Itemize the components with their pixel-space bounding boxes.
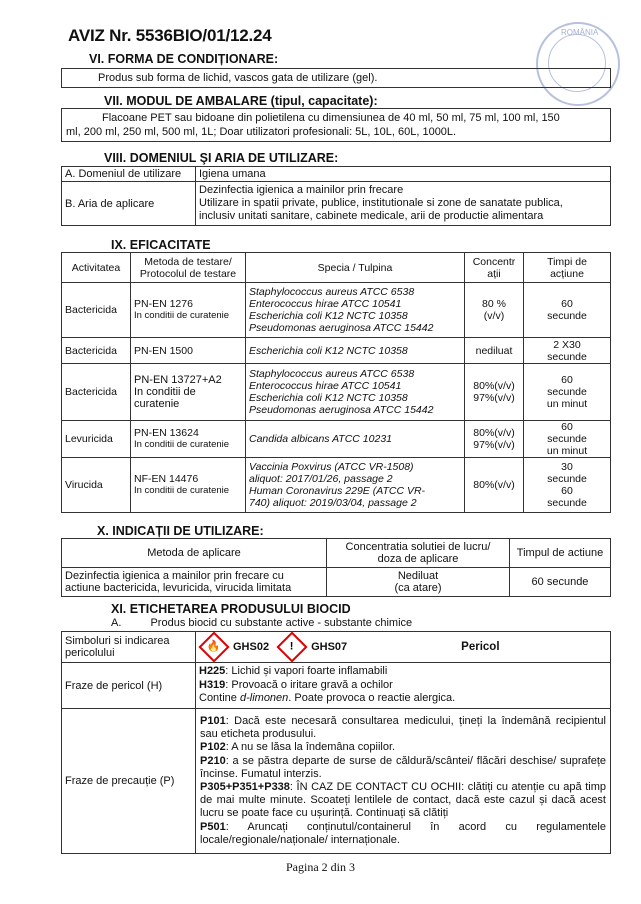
application-method-2: actiune bactericida, levuricida, virucida limitata — [65, 582, 292, 594]
row4-method — [131, 421, 246, 458]
hazard-label: Fraze de pericol (H) — [62, 663, 196, 709]
row4-time-1: 60 — [561, 421, 573, 433]
flame-icon: 🔥 — [198, 631, 229, 662]
row1-method-name: PN-EN 1276 — [134, 298, 193, 310]
official-stamp — [536, 22, 620, 106]
row3-activity: Bactericida — [62, 364, 131, 421]
h319-statement — [199, 679, 607, 693]
row5-species-3: Human Coronavirus 229E (ATCC VR- — [249, 485, 426, 497]
row3-conc-2: 97%(v/v) — [473, 392, 515, 404]
efficacy-header-row — [62, 253, 611, 283]
row5-time — [524, 458, 611, 513]
row5-species-2: aliquot: 2017/01/26, passage 2 — [249, 473, 393, 485]
precaution-label: Fraze de precauție (P) — [62, 709, 196, 854]
table-row — [62, 421, 611, 458]
p210-text: : a se păstra departe de surse de căldură/scântei/ flăcări deschise/ suprafețe încinse. Fumatul interzis. — [200, 754, 606, 780]
row1-method-note: In conditii de curatenie — [134, 310, 230, 321]
table-row — [62, 283, 611, 338]
ghs07-label: GHS07 — [311, 641, 348, 653]
row2-time-2: secunde — [547, 350, 587, 363]
header-method-1: Metoda de testare/ — [144, 255, 232, 268]
row3-time-1: 60 — [561, 374, 573, 386]
precaution-row — [62, 709, 611, 854]
domain-label: A. Domeniul de utilizare — [62, 167, 196, 182]
row5-time-4: secunde — [547, 497, 587, 509]
table-row — [62, 568, 611, 597]
area-label: B. Aria de aplicare — [62, 182, 196, 226]
section-7-line1: Flacoane PET sau bidoane din polietilena cu dimensiunea de 40 ml, 50 ml, 75 ml, 100 ml, 150 — [102, 112, 560, 124]
section-7-line2: ml, 200 ml, 250 ml, 500 ml, 1L; Doar utilizatori profesionali: 5L, 10L, 60L, 1000L. — [66, 126, 457, 138]
header-time-1: Timpi de — [547, 255, 587, 268]
row5-species-4: 740) aliquot: 2019/03/04, passage 2 — [249, 497, 417, 509]
row4-time-3: un minut — [546, 445, 588, 457]
row3-method — [131, 364, 246, 421]
section-11-subheading — [111, 617, 412, 629]
p101-text: : Dacă este necesară consultarea medicului, țineți la îndemână recipientul sau eticheta produsului. — [200, 714, 606, 741]
symbols-row — [62, 632, 611, 663]
instructions-header-row — [62, 539, 611, 568]
p501-code: P501 — [200, 820, 226, 833]
row5-method-note: In conditii de curatenie — [134, 485, 230, 496]
header-working-concentration-2: doza de aplicare — [377, 553, 459, 565]
section-9-heading: IX. EFICACITATE — [111, 238, 211, 252]
p210-statement — [200, 755, 606, 781]
contains-pre: Contine — [199, 692, 240, 705]
area-line-2: Utilizare in spatii private, publice, institutionale si zone de sanatate publica, — [199, 197, 563, 209]
header-application-method: Metoda de aplicare — [62, 539, 327, 568]
working-concentration-2: (ca atare) — [394, 582, 442, 594]
contains-statement — [199, 692, 607, 706]
action-time: 60 secunde — [510, 568, 611, 597]
row1-time-1: 60 — [561, 298, 573, 310]
h319-code: H319 — [199, 678, 226, 691]
header-method-2: Protocolul de testare — [139, 267, 237, 280]
instructions-table — [61, 538, 611, 597]
domain-value: Igiena umana — [196, 167, 611, 182]
row3-method-note: In conditii de curatenie — [134, 386, 196, 410]
row4-time — [524, 421, 611, 458]
row1-time — [524, 283, 611, 338]
row2-method: PN-EN 1500 — [131, 338, 246, 364]
p210-code: P210 — [200, 754, 226, 767]
p102-statement — [200, 741, 606, 754]
section-11-heading: XI. ETICHETAREA PRODUSULUI BIOCID — [111, 602, 351, 616]
row1-conc-2: (v/v) — [483, 310, 505, 322]
p501-statement — [200, 821, 606, 847]
row4-time-2: secunde — [547, 433, 587, 445]
row2-activity: Bactericida — [62, 338, 131, 364]
row4-method-name: PN-EN 13624 — [134, 427, 199, 439]
page-number: Pagina 2 din 3 — [286, 860, 355, 874]
header-time — [524, 253, 611, 283]
p305-statement — [200, 781, 606, 821]
row5-time-3: 60 — [561, 485, 573, 497]
h225-code: H225 — [199, 665, 226, 678]
row3-species — [246, 364, 465, 421]
p101-statement — [200, 715, 606, 741]
efficacy-table — [61, 252, 611, 513]
section-6-text: Produs sub forma de lichid, vascos gata de utilizare (gel). — [98, 72, 378, 84]
row3-method-name: PN-EN 13727+A2 — [134, 374, 222, 386]
row3-time — [524, 364, 611, 421]
p305-text: : ÎN CAZ DE CONTACT CU OCHII: clătiți cu atenție cu apă timp de mai multe minute. Scoateți lentilele de contact, dacă este cazul și dacă acest lucru se poate face cu ușurință. Continuați să clătiți — [200, 781, 606, 820]
row3-species-3: Escherichia coli K12 NCTC 10358 — [249, 392, 408, 404]
labeling-table — [61, 631, 611, 854]
h225-statement — [199, 665, 607, 679]
hazard-statements — [196, 663, 611, 709]
section-7-box — [61, 108, 611, 142]
row1-species — [246, 283, 465, 338]
row5-conc: 80%(v/v) — [465, 458, 524, 513]
row1-species-1: Staphylococcus aureus ATCC 6538 — [249, 286, 415, 298]
working-concentration-1: Nediluat — [397, 570, 439, 582]
row3-conc — [465, 364, 524, 421]
row5-activity: Virucida — [62, 458, 131, 513]
p102-code: P102 — [200, 741, 226, 754]
header-activity: Activitatea — [62, 253, 131, 283]
h319-text: : Provoacă o iritare gravă a ochilor — [225, 678, 393, 691]
row4-species: Candida albicans ATCC 10231 — [246, 421, 465, 458]
header-method — [131, 253, 246, 283]
header-action-time: Timpul de actiune — [510, 539, 611, 568]
section-7-heading: VII. MODUL DE AMBALARE (tipul, capacitate): — [104, 94, 378, 108]
row4-conc — [465, 421, 524, 458]
symbols-value — [196, 632, 611, 663]
exclamation-icon: ! — [277, 631, 308, 662]
area-value — [196, 182, 611, 226]
contains-post: . Poate provoca o reactie alergica. — [288, 692, 456, 705]
application-method — [62, 568, 327, 597]
hazard-row — [62, 663, 611, 709]
row2-conc: nediluat — [465, 338, 524, 364]
h225-text: : Lichid și vapori foarte inflamabili — [225, 665, 388, 678]
row2-time — [524, 338, 611, 364]
row5-species-1: Vaccinia Poxvirus (ATCC VR-1508) — [249, 461, 414, 473]
header-species: Specia / Tulpina — [246, 253, 465, 283]
row1-species-2: Enterococcus hirae ATCC 10541 — [249, 298, 402, 310]
row3-species-2: Enterococcus hirae ATCC 10541 — [249, 380, 402, 392]
symbols-label-2: pericolului — [65, 647, 115, 659]
row3-conc-1: 80%(v/v) — [473, 380, 515, 392]
p501-text: : Aruncați conținutul/containerul în acord cu regulamentele locale/regionale/naționale/ internaționale. — [200, 820, 606, 846]
row2-species: Escherichia coli K12 NCTC 10358 — [246, 338, 465, 364]
ghs02-label: GHS02 — [233, 641, 270, 653]
subheading-letter: A. — [111, 617, 122, 629]
header-conc-1: Concentr — [472, 255, 516, 268]
area-line-1: Dezinfectia igienica a mainilor prin frecare — [199, 184, 404, 196]
row3-time-2: secunde — [547, 386, 587, 398]
area-line-3: inclusiv unitati sanitare, cabinete medicale, arii de productie alimentara — [199, 210, 544, 222]
row1-conc-1: 80 % — [482, 298, 506, 310]
row5-time-1: 30 — [561, 461, 573, 473]
table-row — [62, 338, 611, 364]
row1-activity: Bactericida — [62, 283, 131, 338]
symbols-label-1: Simboluri si indicarea — [65, 635, 170, 647]
row5-time-2: secunde — [547, 473, 587, 485]
section-6-box — [61, 68, 611, 88]
row5-species — [246, 458, 465, 513]
header-working-concentration — [327, 539, 510, 568]
header-conc-2: ații — [487, 267, 501, 280]
contains-substance: d-limonen — [239, 692, 289, 705]
row4-method-note: In conditii de curatenie — [134, 439, 230, 450]
row1-species-4: Pseudomonas aeruginosa ATCC 15442 — [249, 322, 434, 334]
row2-time-1: 2 X30 — [553, 338, 581, 351]
row5-method-name: NF-EN 14476 — [134, 473, 199, 485]
row1-time-2: secunde — [547, 310, 587, 322]
row1-species-3: Escherichia coli K12 NCTC 10358 — [249, 310, 408, 322]
table-row — [62, 364, 611, 421]
signal-word: Pericol — [461, 641, 500, 653]
application-method-1: Dezinfectia igienica a mainilor prin frecare cu — [65, 570, 284, 582]
row1-conc — [465, 283, 524, 338]
row4-conc-2: 97%(v/v) — [473, 439, 515, 451]
working-concentration — [327, 568, 510, 597]
header-conc — [465, 253, 524, 283]
section-10-heading: X. INDICAȚII DE UTILIZARE: — [97, 524, 264, 538]
row3-time-3: un minut — [546, 398, 588, 410]
stamp-text: ROMÂNIA — [561, 28, 599, 37]
symbols-label — [62, 632, 196, 663]
row3-species-1: Staphylococcus aureus ATCC 6538 — [249, 368, 415, 380]
section-8-heading: VIII. DOMENIUL ŞI ARIA DE UTILIZARE: — [104, 151, 339, 165]
p102-text: : A nu se lăsa la îndemâna copiilor. — [225, 741, 396, 754]
row1-method — [131, 283, 246, 338]
table-row — [62, 458, 611, 513]
row4-activity: Levuricida — [62, 421, 131, 458]
row5-method — [131, 458, 246, 513]
precaution-statements — [196, 709, 611, 854]
section-6-heading: VI. FORMA DE CONDIȚIONARE: — [89, 52, 279, 66]
p305-code: P305+P351+P338 — [200, 781, 290, 793]
subheading-text: Produs biocid cu substante active - substante chimice — [150, 617, 413, 629]
header-working-concentration-1: Concentratia solutiei de lucru/ — [345, 541, 491, 553]
document-title: AVIZ Nr. 5536BIO/01/12.24 — [68, 26, 272, 45]
header-time-2: acțiune — [550, 267, 584, 280]
row4-conc-1: 80%(v/v) — [473, 427, 515, 439]
row3-species-4: Pseudomonas aeruginosa ATCC 15442 — [249, 404, 434, 416]
p101-code: P101 — [200, 714, 226, 727]
section-8-table — [61, 166, 611, 226]
